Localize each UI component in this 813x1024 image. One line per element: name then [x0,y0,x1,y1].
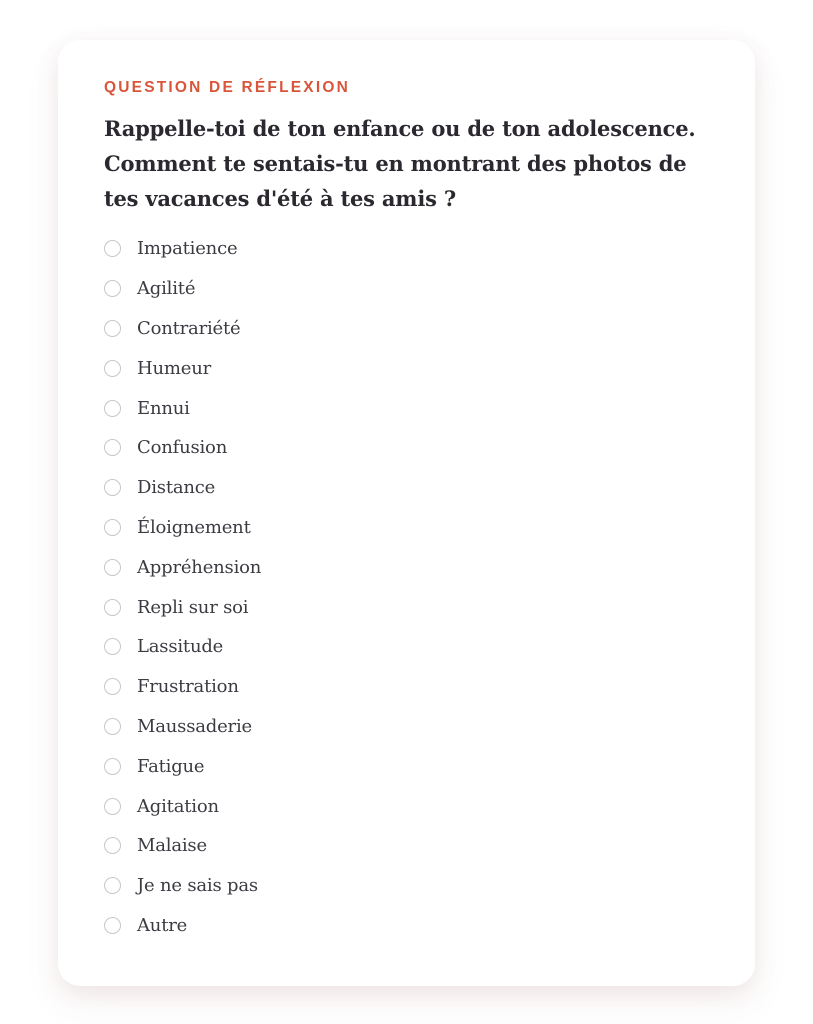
option-fatigue[interactable] [104,746,709,786]
option-label: Agitation [137,795,219,817]
radio-button[interactable] [104,599,121,616]
radio-button[interactable] [104,280,121,297]
radio-button[interactable] [104,559,121,576]
option-label: Appréhension [137,556,262,578]
option-label: Lassitude [137,636,224,658]
option-frustration[interactable] [104,667,709,707]
option-label: Fatigue [137,755,205,777]
option-label: Impatience [137,238,238,260]
option-eloignement[interactable] [104,508,709,548]
radio-button[interactable] [104,240,121,257]
option-label: Repli sur soi [137,596,249,618]
option-confusion[interactable] [104,428,709,468]
radio-button[interactable] [104,758,121,775]
question-text: Rappelle-toi de ton enfance ou de ton adolescence. Comment te sentais-tu en montrant des photos de tes vacances d'été à tes amis ? [104,116,696,211]
option-label: Confusion [137,437,228,459]
radio-button[interactable] [104,917,121,934]
option-apprehension[interactable] [104,547,709,587]
radio-button[interactable] [104,400,121,417]
option-agilite[interactable] [104,269,709,309]
radio-button[interactable] [104,479,121,496]
radio-button[interactable] [104,678,121,695]
option-ennui[interactable] [104,388,709,428]
radio-button[interactable] [104,638,121,655]
option-label: Je ne sais pas [137,875,258,897]
option-je-ne-sais-pas[interactable] [104,866,709,906]
option-malaise[interactable] [104,826,709,866]
option-repli-sur-soi[interactable] [104,587,709,627]
option-humeur[interactable] [104,348,709,388]
radio-button[interactable] [104,718,121,735]
radio-button[interactable] [104,439,121,456]
option-label: Ennui [137,397,190,419]
option-agitation[interactable] [104,786,709,826]
option-distance[interactable] [104,468,709,508]
radio-button[interactable] [104,360,121,377]
reflection-question-card [58,40,755,986]
answer-options-list [104,229,709,945]
radio-button[interactable] [104,837,121,854]
option-contrariete[interactable] [104,309,709,349]
option-label: Éloignement [137,516,251,538]
radio-button[interactable] [104,877,121,894]
option-label: Humeur [137,357,212,379]
option-label: Autre [137,914,188,936]
radio-button[interactable] [104,798,121,815]
option-label: Agilité [137,278,196,300]
option-label: Frustration [137,676,239,698]
option-impatience[interactable] [104,229,709,269]
radio-button[interactable] [104,320,121,337]
option-label: Contrariété [137,317,241,339]
option-label: Distance [137,477,216,499]
option-label: Maussaderie [137,715,252,737]
eyebrow-label: QUESTION DE RÉFLEXION [104,79,350,96]
option-label: Malaise [137,835,207,857]
option-lassitude[interactable] [104,627,709,667]
option-autre[interactable] [104,906,709,946]
option-maussaderie[interactable] [104,707,709,747]
radio-button[interactable] [104,519,121,536]
